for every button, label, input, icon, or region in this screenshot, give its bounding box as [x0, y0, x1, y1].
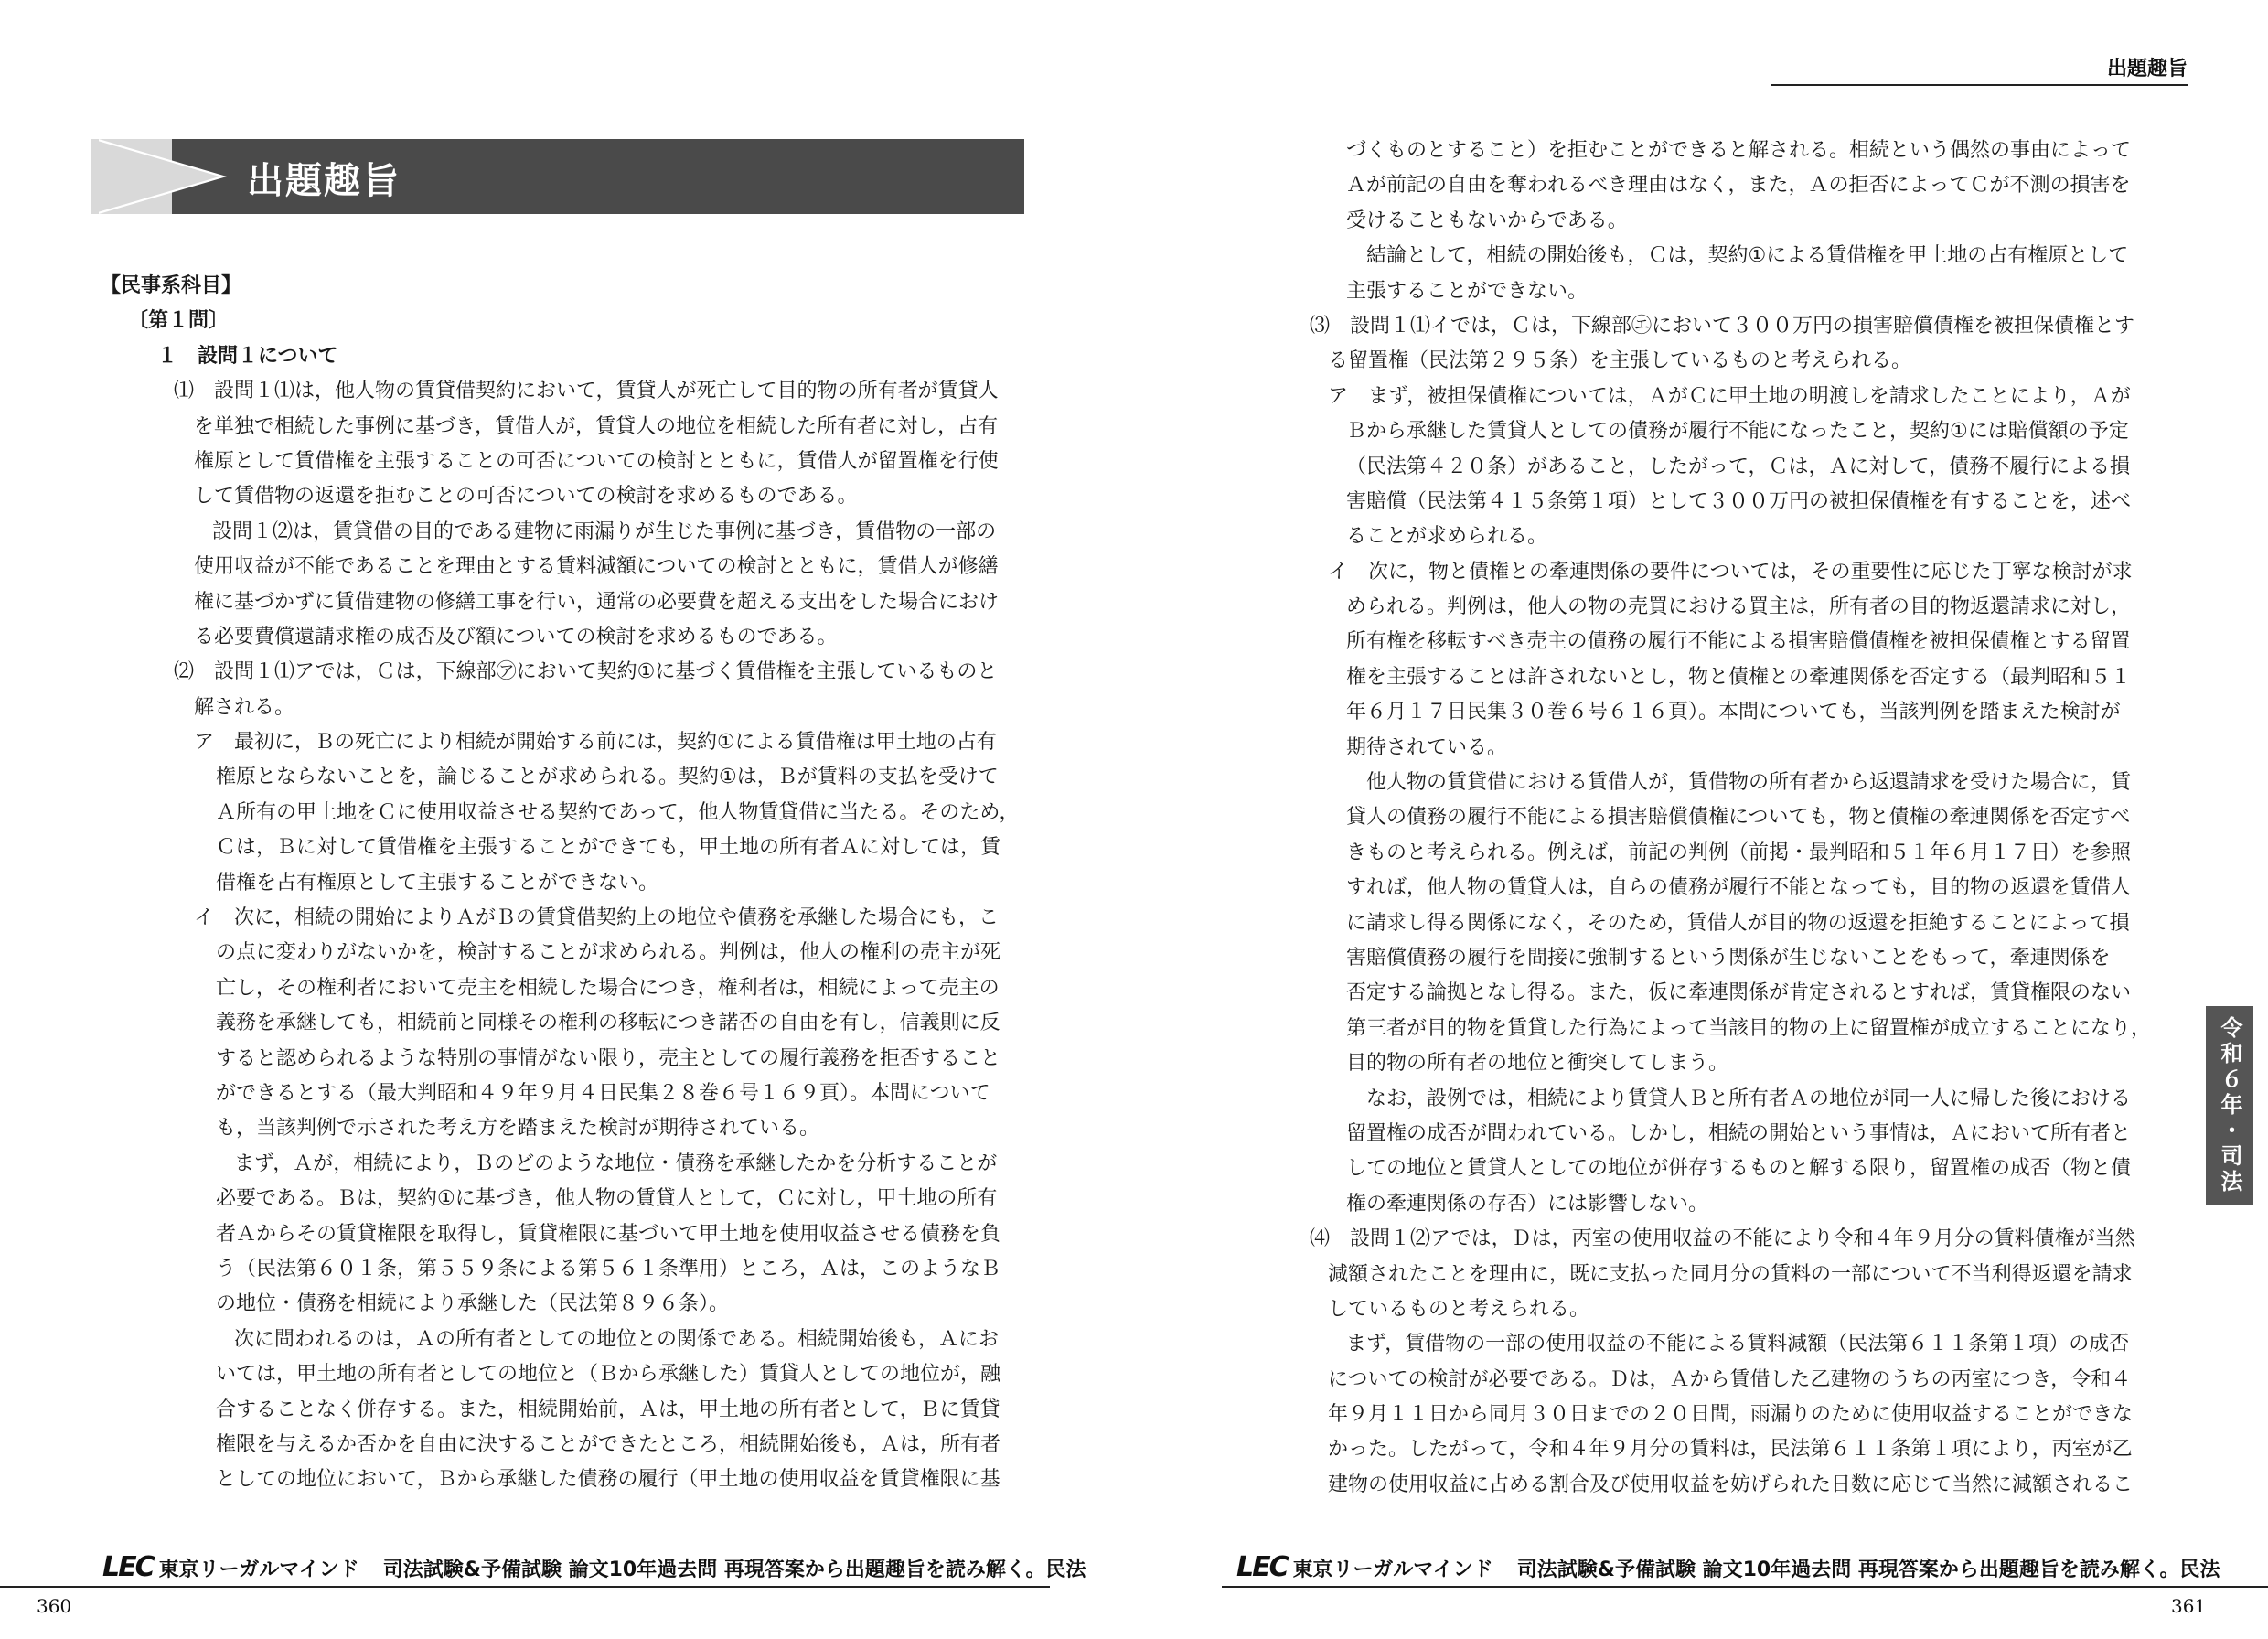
text-line: 第三者が目的物を賃貸した行為によって当該目的物の上に留置権が成立することになり， [1346, 1016, 2152, 1040]
text-line: ア 最初に，Ｂの死亡により相続が開始する前には，契約①による賃借権は甲土地の占有 [194, 731, 997, 755]
book-title: 司法試験&予備試験 論文10年過去問 再現答案から出題趣旨を読み解く。民法 [1516, 1559, 2220, 1581]
text-line: Ｂから承継した賃貸人としての債務が履行不能になったこと，契約①には賠償額の予定 [1346, 420, 2129, 444]
running-header: 出題趣旨 [2106, 58, 2188, 80]
right-footer [1236, 1551, 2220, 1584]
text-line: 権の牽連関係の存否）には影響しない。 [1346, 1192, 1709, 1216]
book-title: 司法試験&予備試験 論文10年過去問 再現答案から出題趣旨を読み解く。民法 [382, 1559, 1086, 1581]
text-line: 受けることもないからである。 [1346, 209, 1628, 232]
text-line: を単独で相続した事例に基づき，賃借人が，賃貸人の地位を相続した所有者に対し，占有 [194, 414, 999, 438]
text-line: ⑴ 設問１⑴は，他人物の賃貸借契約において，賃貸人が死亡して目的物の所有者が賃貸人 [174, 380, 999, 403]
text-line: イ 次に，物と債権との牽連関係の要件については，その重要性に応じた丁寧な検討が求 [1328, 560, 2133, 584]
text-line: イ 次に，相続の開始によりＡがＢの賃貸借契約上の地位や債務を承継した場合にも，こ [194, 906, 1000, 930]
text-line: ⑶ 設問１⑴イでは，Ｃは，下線部㋓において３００万円の損害賠償債権を被担保債権とす [1310, 314, 2135, 337]
right-body-text [1310, 134, 2178, 1503]
text-line: 必要である。Ｂは，契約①に基づき，他人物の賃貸人として，Ｃに対し，甲土地の所有 [216, 1187, 998, 1211]
text-line: 者Ａからその賃貸権限を取得し，賃貸権限に基づいて甲土地を使用収益させる債務を負 [216, 1222, 1001, 1246]
right-page-number: 361 [2171, 1595, 2207, 1617]
text-line: なお，設例では，相続により賃貸人Ｂと所有者Ａの地位が同一人に帰した後における [1366, 1087, 2132, 1110]
text-line: る必要費償還請求権の成否及び額についての検討を求めるものである。 [194, 625, 838, 648]
text-line: る留置権（民法第２９５条）を主張しているものと考えられる。 [1328, 349, 1912, 373]
text-line: 使用収益が不能であることを理由とする賃料減額についての検討とともに，賃借人が修繕 [194, 555, 999, 579]
text-line: 亡し，その権利者において売主を相続した場合につき，権利者は，相続によって売主の [216, 976, 1000, 1000]
text-line: しているものと考えられる。 [1328, 1297, 1590, 1321]
text-line: まず，賃借物の一部の使用収益の不能による賃料減額（民法第６１１条第１項）の成否 [1346, 1333, 2130, 1356]
text-line: 主張することができない。 [1346, 279, 1589, 303]
text-line: づくものとすること）を拒むことができると解される。相続という偶然の事由によって [1346, 139, 2132, 162]
text-line: 次に問われるのは，Ａの所有者としての地位との関係である。相続開始後も，Ａにお [234, 1327, 1000, 1351]
text-line: 権限を与えるか否かを自由に決することができたところ，相続開始後も，Ａは，所有者 [216, 1432, 1001, 1456]
text-line: 合することなく併存する。また，相続開始前，Ａは，甲土地の所有者として，Ｂに賃貸 [216, 1398, 1000, 1421]
text-line: Ａが前記の自由を奪われるべき理由はなく，また，Ａの拒否によってＣが不測の損害を [1346, 174, 2131, 198]
text-line: ア まず，被担保債権については，ＡがＣに甲土地の明渡しを請求したことにより，Ａが [1328, 384, 2131, 408]
text-line: についての検討が必要である。Ｄは，Ａから賃借した乙建物のうちの丙室につき，令和４ [1328, 1367, 2132, 1391]
text-line: 建物の使用収益に占める割合及び使用収益を妨げられた日数に応じて当然に減額されるこ [1328, 1473, 2134, 1496]
text-line: 借権を占有権原として主張することができない。 [216, 871, 659, 894]
left-page-number: 360 [37, 1595, 72, 1617]
text-line: 所有権を移転すべき売主の債務の履行不能による損害賠償債権を被担保債権とする留置 [1346, 630, 2131, 654]
text-line: しての地位と賃貸人としての地位が併存するものと解する限り，留置権の成否（物と債 [1346, 1157, 2132, 1181]
text-line: 権を主張することは許されないとし，物と債権との牽連関係を否定する（最判昭和５１ [1346, 665, 2132, 689]
left-footer-rule [0, 1586, 1050, 1588]
text-line: 他人物の賃貸借における賃借人が，賃借物の所有者から返還請求を受けた場合に，賃 [1366, 771, 2132, 795]
text-line: の地位・債務を相続により承継した（民法第８９６条）。 [216, 1292, 730, 1316]
text-line: 害賠償債務の履行を間接に強制するという関係が生じないことをもって，牽連関係を [1346, 946, 2111, 969]
text-line: 減額されたことを理由に，既に支払った同月分の賃料の一部について不当利得返還を請求 [1328, 1262, 2133, 1286]
text-line: ることが求められる。 [1346, 525, 1548, 549]
text-line: 権原とならないことを，論じることが求められる。契約①は，Ｂが賃料の支払を受けて [216, 766, 999, 789]
text-line: に請求し得る関係になく，そのため，賃借人が目的物の返還を拒絶することによって損 [1346, 911, 2130, 935]
text-line: （民法第４２０条）があること，したがって，Ｃは，Ａに対して，債務不履行による損 [1346, 455, 2131, 478]
text-line: 設問１⑵は，賃貸借の目的である建物に雨漏りが生じた事例に基づき，賃借物の一部の [212, 520, 997, 543]
left-footer [102, 1551, 1086, 1584]
text-line: きものと考えられる。例えば，前記の判例（前掲・最判昭和５１年６月１７日）を参照 [1346, 841, 2132, 864]
company-name: 東京リーガルマインド [1292, 1559, 1493, 1581]
text-line: 留置権の成否が問われている。しかし，相続の開始という事情は，Ａにおいて所有者と [1346, 1121, 2132, 1145]
text-line: して賃借物の返還を拒むことの可否についての検討を求めるものである。 [194, 485, 858, 509]
text-line: 〔第１問〕 [128, 309, 230, 333]
text-line: 貸人の債務の履行不能による損害賠償債権についても，物と債権の牽連関係を否定すべ [1346, 806, 2131, 830]
company-name: 東京リーガルマインド [158, 1559, 359, 1581]
text-line: 否定する論拠となし得る。また，仮に牽連関係が肯定されるとすれば，賃貸権限のない [1346, 981, 2132, 1005]
text-line: ⑷ 設問１⑵アでは，Ｄは，丙室の使用収益の不能により令和４年９月分の賃料債権が当然 [1310, 1227, 2135, 1251]
text-line: 害賠償（民法第４１５条第１項）として３００万円の被担保債権を有することを，述べ [1346, 489, 2132, 513]
text-line: ⑵ 設問１⑴アでは，Ｃは，下線部㋐において契約①に基づく賃借権を主張しているものと [174, 660, 998, 684]
text-line: も，当該判例で示された考え方を踏まえた検討が期待されている。 [216, 1117, 820, 1141]
text-line: う（民法第６０１条，第５５９条による第５６１条準用）ところ，Ａは，このようなＢ [216, 1257, 1001, 1280]
text-line: 解される。 [194, 695, 295, 719]
text-line: 年９月１１日から同月３０日までの２０日間，雨漏りのために使用収益することができな [1328, 1403, 2134, 1427]
text-line: Ｃは，Ｂに対して賃借権を主張することができても，甲土地の所有者Ａに対しては，賃 [216, 836, 1001, 860]
running-header-rule [1771, 84, 2188, 86]
left-body-text [101, 269, 1043, 1498]
lec-logo: LEC [102, 1551, 154, 1583]
text-line: 結論として，相続の開始後も，Ｃは，契約①による賃借権を甲土地の占有権原として [1366, 244, 2129, 268]
text-line: としての地位において，Ｂから承継した債務の履行（甲土地の使用収益を賃貸権限に基 [216, 1468, 1000, 1492]
text-line: １ 設問１について [157, 344, 338, 368]
text-line: かった。したがって，令和４年９月分の賃料は，民法第６１１条第１項により，丙室が乙 [1328, 1438, 2133, 1462]
right-footer-rule [1222, 1586, 2268, 1588]
section-banner [91, 139, 1024, 214]
text-line: 【民事系科目】 [101, 274, 242, 297]
text-line: まず，Ａが，相続により，Ｂのどのような地位・債務を承継したかを分析することが [234, 1152, 998, 1175]
lec-logo: LEC [1236, 1551, 1288, 1583]
text-line: いては，甲土地の所有者としての地位と（Ｂから承継した）賃貸人としての地位が，融 [216, 1363, 1001, 1387]
section-title: 出題趣旨 [247, 160, 401, 202]
text-line: 権に基づかずに賃借建物の修繕工事を行い，通常の必要費を超える支出をした場合におけ [194, 590, 1000, 614]
text-line: ができるとする（最大判昭和４９年９月４日民集２８巻６号１６９頁）。本問について [216, 1081, 990, 1105]
text-line: Ａ所有の甲土地をＣに使用収益させる契約であって，他人物賃貸借に当たる。そのため， [216, 800, 1020, 824]
text-line: められる。判例は，他人の物の売買における買主は，所有者の目的物返還請求に対し， [1346, 595, 2132, 619]
text-line: 目的物の所有者の地位と衝突してしまう。 [1346, 1052, 1729, 1076]
text-line: すると認められるような特別の事情がない限り，売主としての履行義務を拒否すること [216, 1046, 1001, 1070]
text-line: 権原として賃借権を主張することの可否についての検討とともに，賃借人が留置権を行使 [194, 449, 999, 473]
text-line: 期待されている。 [1346, 735, 1508, 759]
text-line: の点に変わりがないかを，検討することが求められる。判例は，他人の権利の売主が死 [216, 941, 1001, 965]
text-line: 年６月１７日民集３０巻６号６１６頁）。本問についても，当該判例を踏まえた検討が [1346, 701, 2121, 724]
text-line: 義務を承継しても，相続前と同様その権利の移転につき諾否の自由を有し，信義則に反 [216, 1012, 1000, 1035]
text-line: すれば，他人物の賃貸人は，自らの債務が履行不能となっても，目的物の返還を賃借人 [1346, 876, 2132, 900]
chapter-side-tab: 令和６年・司法 [2206, 1006, 2253, 1205]
